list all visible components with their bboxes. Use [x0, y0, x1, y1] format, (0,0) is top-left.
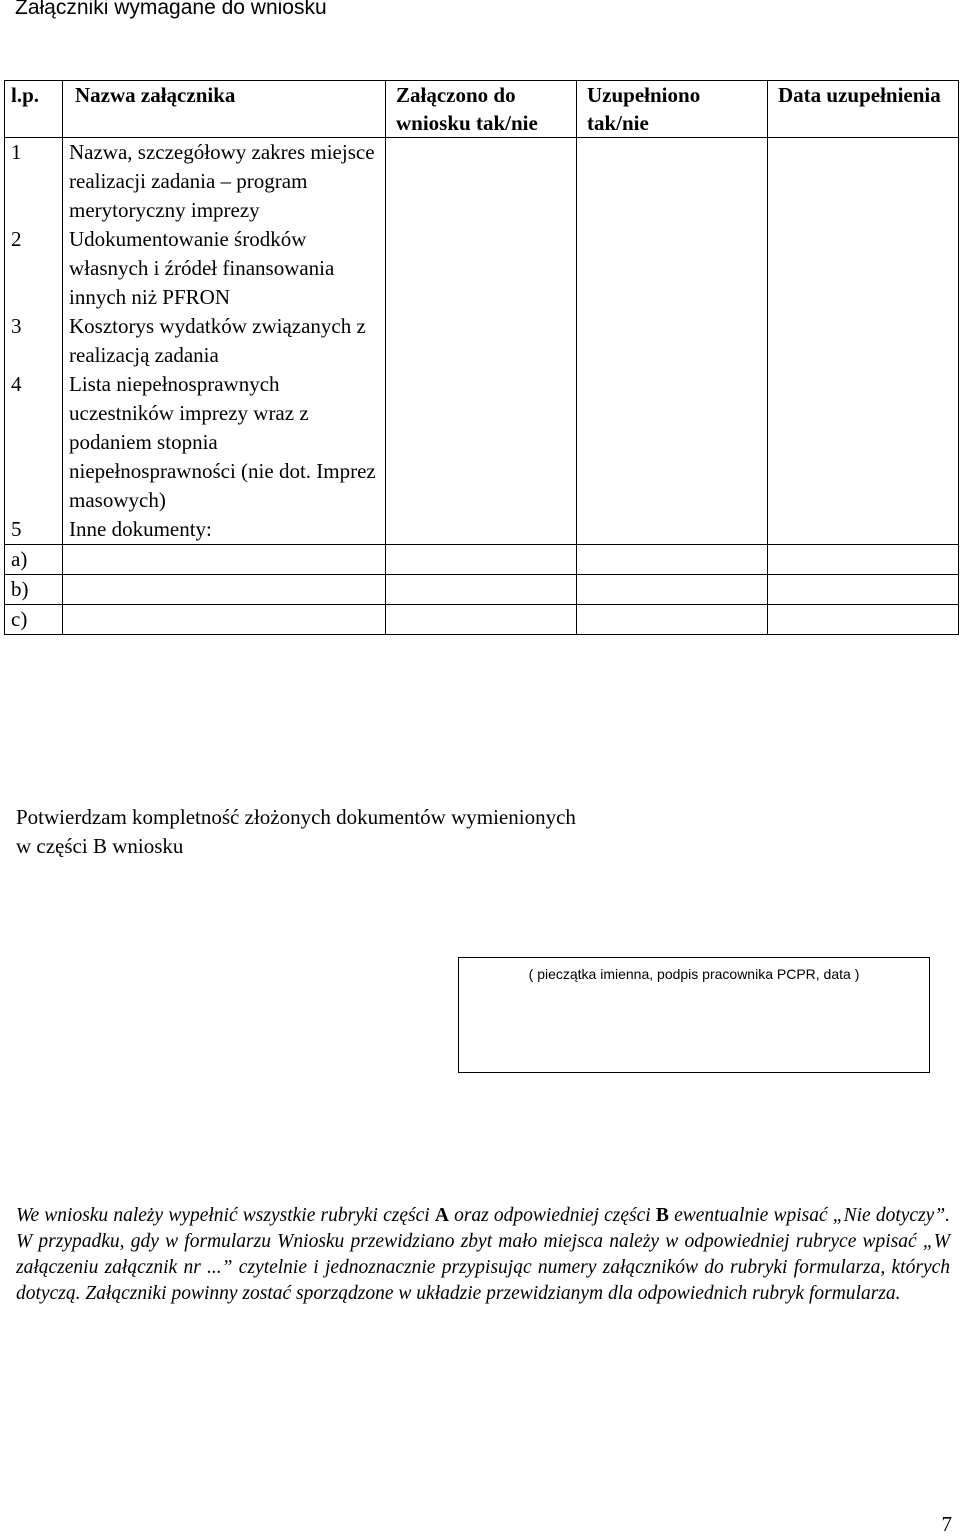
subrow-attached-cell[interactable]: [386, 545, 577, 575]
row-number: 4: [5, 370, 63, 515]
note-part-b: B: [655, 1205, 669, 1226]
table-subrow: [5, 545, 959, 575]
note-part-3: ewentualnie wpisać „Nie dotyczy”. W przypadku, gdy w formularzu Wniosku przewidziano zbyt mało miejsca należy w odpowiedniej rubryce wpisać „W załączeniu załącznik nr ...” czytelnie i jednoznacznie przypisując numery załączników do rubryki formularza, których dotyczą. Załączniki powinny zostać sporządzone w układzie przewidzianym dla odpowiednich rubryk formularza.: [16, 1205, 951, 1304]
instruction-note: [16, 1203, 950, 1307]
subrow-attached-cell[interactable]: [386, 605, 577, 635]
header-name: Nazwa załącznika: [63, 81, 386, 138]
subrow-label: a): [5, 545, 63, 575]
attachments-table: [4, 80, 959, 635]
note-part-1: We wniosku należy wypełnić wszystkie rubryki części: [16, 1205, 430, 1226]
subrow-completed-cell[interactable]: [577, 575, 768, 605]
row-number: 2: [5, 225, 63, 312]
subrow-label: c): [5, 605, 63, 635]
row-number: 3: [5, 312, 63, 370]
table-subrow: [5, 575, 959, 605]
header-attached: Załączono do wniosku tak/nie: [386, 81, 577, 138]
note-part-a: A: [434, 1205, 449, 1226]
subrow-name-cell[interactable]: [63, 605, 386, 635]
table-subrow: [5, 605, 959, 635]
row-number: 5: [5, 515, 63, 545]
subrow-name-cell[interactable]: [63, 575, 386, 605]
note-part-2: oraz odpowiedniej części: [454, 1205, 651, 1226]
completed-cell[interactable]: [577, 138, 768, 545]
table-header-row: [5, 81, 959, 138]
row-number: 1: [5, 138, 63, 226]
attached-cell[interactable]: [386, 138, 577, 545]
header-date: Data uzupełnienia: [768, 81, 959, 138]
table-row: [5, 138, 959, 226]
subrow-date-cell[interactable]: [768, 575, 959, 605]
date-cell[interactable]: [768, 138, 959, 545]
subrow-attached-cell[interactable]: [386, 575, 577, 605]
subrow-completed-cell[interactable]: [577, 545, 768, 575]
subrow-date-cell[interactable]: [768, 545, 959, 575]
page-number: 7: [941, 1512, 952, 1536]
row-name: Udokumentowanie środków własnych i źródeł finansowania innych niż PFRON: [63, 225, 386, 312]
header-lp: l.p.: [5, 81, 63, 138]
stamp-signature-box[interactable]: [458, 957, 930, 1073]
header-completed: Uzupełniono tak/nie: [577, 81, 768, 138]
subrow-completed-cell[interactable]: [577, 605, 768, 635]
subrow-label: b): [5, 575, 63, 605]
row-name: Inne dokumenty:: [63, 515, 386, 545]
confirmation-text: Potwierdzam kompletność złożonych dokumentów wymienionych w części B wniosku: [16, 805, 576, 858]
stamp-label: ( pieczątka imienna, podpis pracownika PCPR, data ): [528, 966, 860, 982]
page-title: Załączniki wymagane do wniosku: [15, 0, 327, 19]
subrow-date-cell[interactable]: [768, 605, 959, 635]
row-name: Kosztorys wydatków związanych z realizacją zadania: [63, 312, 386, 370]
row-name: Lista niepełnosprawnych uczestników imprezy wraz z podaniem stopnia niepełnosprawności (nie dot. Imprez masowych): [63, 370, 386, 515]
row-name: Nazwa, szczegółowy zakres miejsce realizacji zadania – program merytoryczny imprezy: [63, 138, 386, 226]
subrow-name-cell[interactable]: [63, 545, 386, 575]
